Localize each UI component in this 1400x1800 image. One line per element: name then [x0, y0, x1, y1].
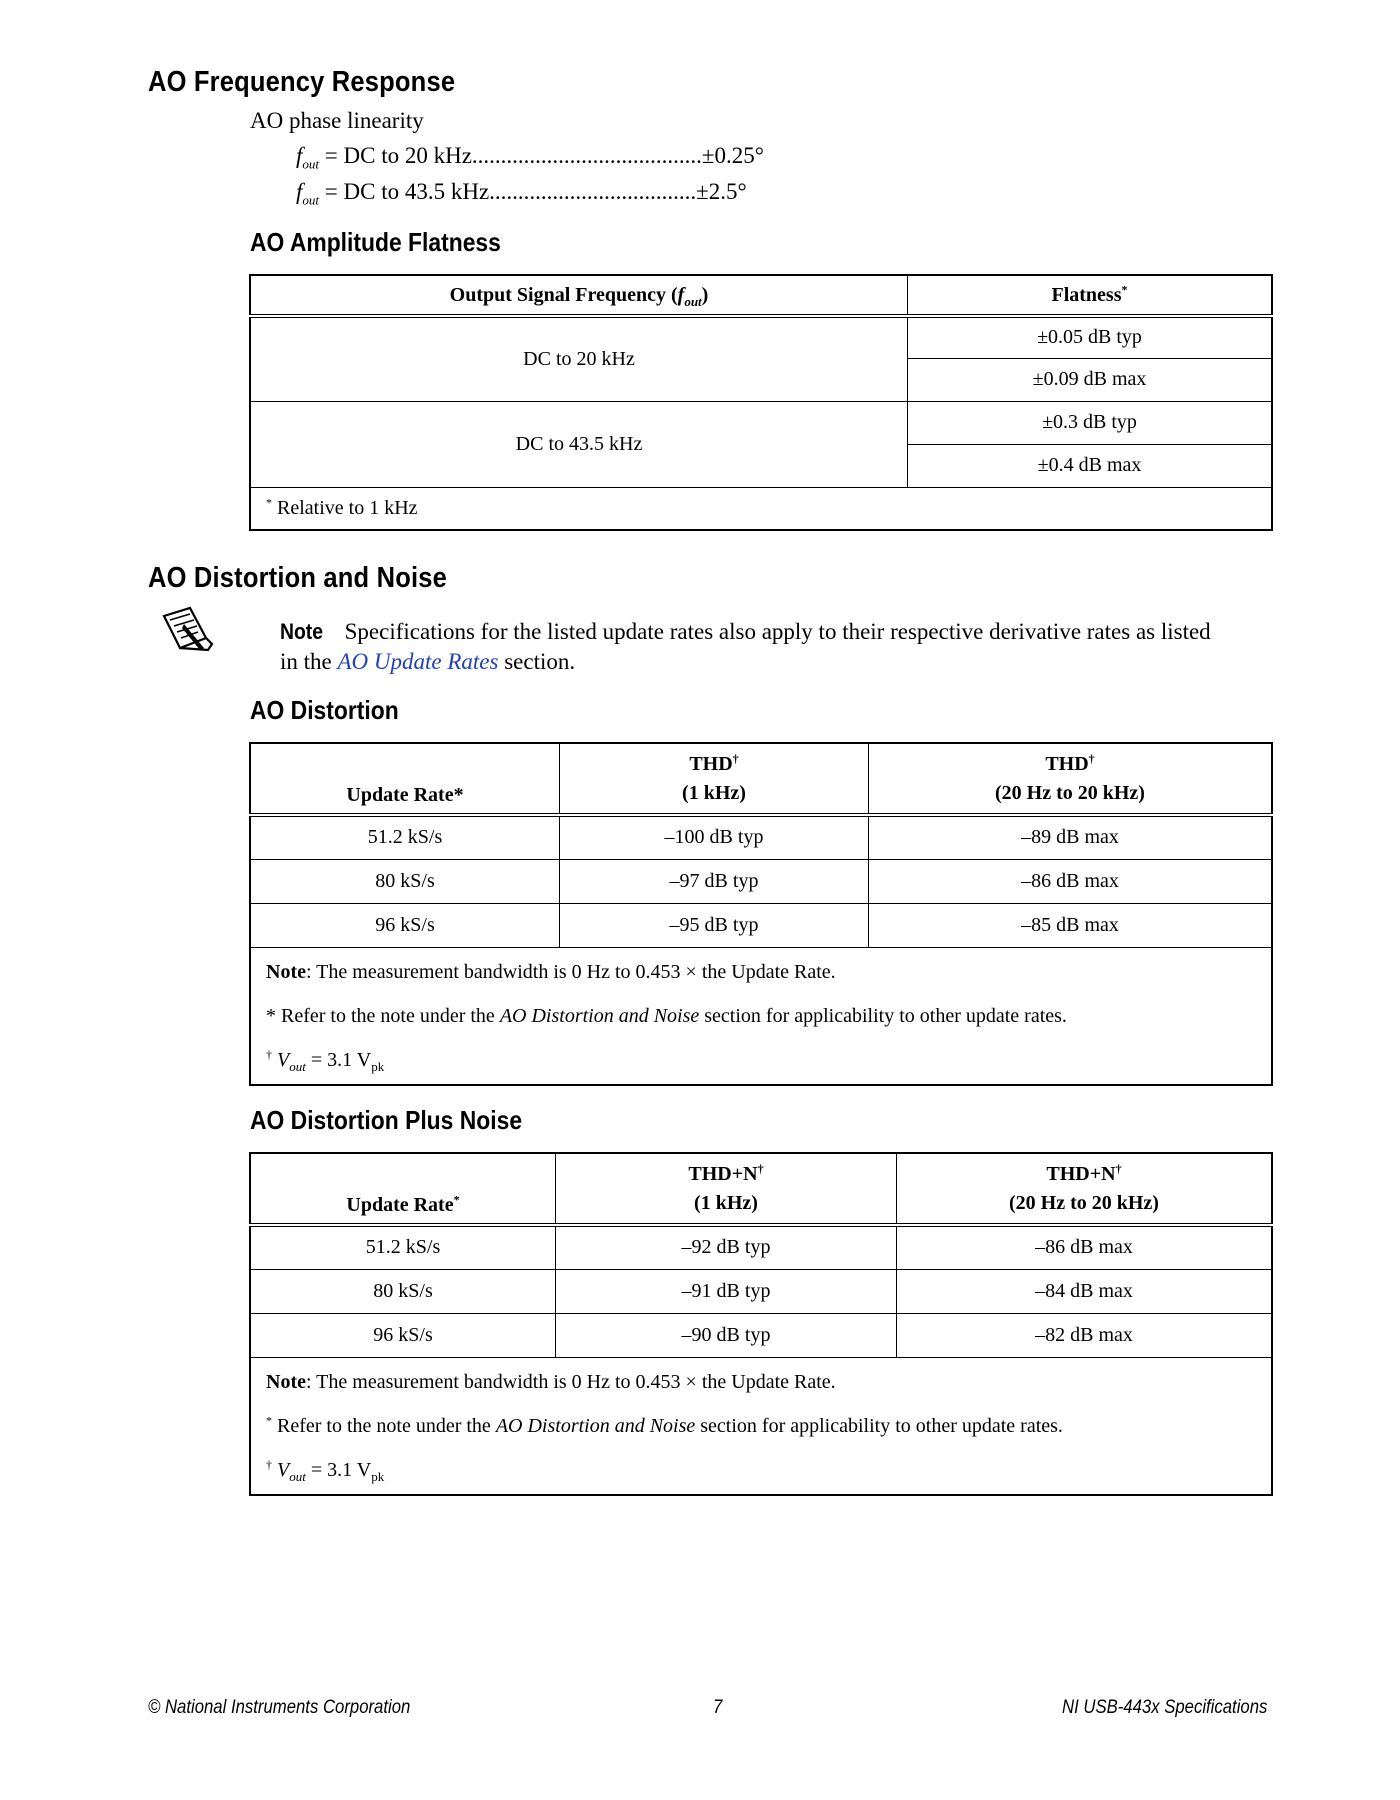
- dpn-cell-thd1k: –91 dB typ: [556, 1269, 897, 1313]
- flatness-row-freq: DC to 20 kHz: [250, 316, 908, 401]
- distortion-header-update-rate: Update Rate*: [250, 743, 560, 815]
- note-pencil-icon: [160, 604, 216, 654]
- distortion-plus-noise-table: [249, 1152, 1273, 1496]
- footer-doc-title: NI USB-443x Specifications: [1062, 1697, 1268, 1718]
- spec-var: f: [296, 179, 303, 204]
- subsection-title-amplitude-flatness: AO Amplitude Flatness: [250, 227, 501, 257]
- spec-value: ±0.25°: [701, 143, 764, 168]
- note-line-1: [280, 619, 1211, 645]
- note-line-2: in the AO Update Rates section.: [280, 649, 576, 674]
- distortion-cell-thd20k: –85 dB max: [869, 903, 1273, 947]
- note-label: Note: [280, 619, 324, 644]
- subsection-title-distortion-plus-noise: AO Distortion Plus Noise: [250, 1105, 523, 1135]
- dpn-ref-note: * Refer to the note under the AO Distortion and Noise section for applicability to other update rates.: [266, 1412, 1063, 1437]
- flatness-header-flatness: Flatness*: [908, 275, 1273, 316]
- spec-condition: = DC to 43.5 kHz: [319, 179, 490, 204]
- flatness-row-max: ±0.09 dB max: [908, 358, 1273, 401]
- dpn-cell-thd1k: –92 dB typ: [556, 1225, 897, 1269]
- distortion-cell-rate: 96 kS/s: [250, 903, 560, 947]
- section-title-frequency-response: AO Frequency Response: [148, 66, 456, 98]
- flatness-row-typ: ±0.3 dB typ: [908, 401, 1273, 444]
- dpn-cell-thd1k: –90 dB typ: [556, 1313, 897, 1357]
- spec-condition: = DC to 20 kHz: [319, 143, 472, 168]
- footer-page-number: 7: [713, 1697, 723, 1718]
- distortion-footnotes: [250, 947, 1272, 1085]
- phase-spec-line-1: [296, 143, 764, 172]
- footer-copyright: © National Instruments Corporation: [148, 1697, 411, 1718]
- distortion-header-thd-20k: THD† (20 Hz to 20 kHz): [869, 743, 1273, 815]
- spec-dots: ........................................: [471, 143, 702, 168]
- dpn-cell-thd20k: –82 dB max: [897, 1313, 1273, 1357]
- distortion-cell-thd20k: –86 dB max: [869, 859, 1273, 903]
- distortion-note: Note: The measurement bandwidth is 0 Hz to 0.453 × the Update Rate.: [266, 960, 836, 983]
- distortion-header-thd-1k: THD† (1 kHz): [560, 743, 869, 815]
- distortion-table: [249, 742, 1273, 1086]
- distortion-cell-thd1k: –97 dB typ: [560, 859, 869, 903]
- ao-update-rates-link[interactable]: AO Update Rates: [337, 649, 499, 674]
- distortion-cell-rate: 80 kS/s: [250, 859, 560, 903]
- distortion-cell-thd1k: –100 dB typ: [560, 815, 869, 859]
- dpn-cell-rate: 96 kS/s: [250, 1313, 556, 1357]
- dpn-footnotes: [250, 1357, 1272, 1495]
- flatness-row-max: ±0.4 dB max: [908, 444, 1273, 487]
- flatness-table: [249, 274, 1273, 531]
- section-title-distortion-noise: AO Distortion and Noise: [148, 562, 447, 594]
- flatness-header-frequency: Output Signal Frequency $(f_{out})$: [250, 275, 908, 316]
- dpn-header-update-rate: Update Rate*: [250, 1153, 556, 1225]
- subsection-title-distortion: AO Distortion: [250, 695, 399, 725]
- dpn-cell-thd20k: –86 dB max: [897, 1225, 1273, 1269]
- dpn-cell-rate: 51.2 kS/s: [250, 1225, 556, 1269]
- dpn-vout-note: † $V_{out} = 3.1$ $V_{pk}$: [266, 1456, 385, 1484]
- dpn-cell-thd20k: –84 dB max: [897, 1269, 1273, 1313]
- spec-var: f: [296, 143, 303, 168]
- flatness-footnote: * Relative to 1 kHz: [250, 487, 1272, 530]
- distortion-cell-thd1k: –95 dB typ: [560, 903, 869, 947]
- distortion-ref-note: * Refer to the note under the AO Distortion and Noise section for applicability to other update rates.: [266, 1004, 1067, 1027]
- dpn-cell-rate: 80 kS/s: [250, 1269, 556, 1313]
- spec-var-sub: out: [302, 156, 320, 172]
- spec-var-sub: out: [302, 192, 320, 208]
- dpn-note: Note: The measurement bandwidth is 0 Hz to 0.453 × the Update Rate.: [266, 1370, 836, 1393]
- spec-value: ±2.5°: [696, 179, 747, 204]
- distortion-cell-thd20k: –89 dB max: [869, 815, 1273, 859]
- note-text: Specifications for the listed update rates also apply to their respective derivative rates as listed: [344, 619, 1211, 644]
- flatness-row-freq: DC to 43.5 kHz: [250, 401, 908, 487]
- distortion-vout-note: † $V_{out} = 3.1$ $V_{pk}$: [266, 1046, 385, 1074]
- flatness-row-typ: ±0.05 dB typ: [908, 316, 1273, 358]
- dpn-header-thdn-20k: THD+N† (20 Hz to 20 kHz): [897, 1153, 1273, 1225]
- spec-dots: ....................................: [489, 179, 697, 204]
- distortion-cell-rate: 51.2 kS/s: [250, 815, 560, 859]
- dpn-header-thdn-1k: THD+N† (1 kHz): [556, 1153, 897, 1225]
- phase-spec-line-2: [296, 179, 747, 208]
- phase-linearity-label: AO phase linearity: [250, 108, 424, 133]
